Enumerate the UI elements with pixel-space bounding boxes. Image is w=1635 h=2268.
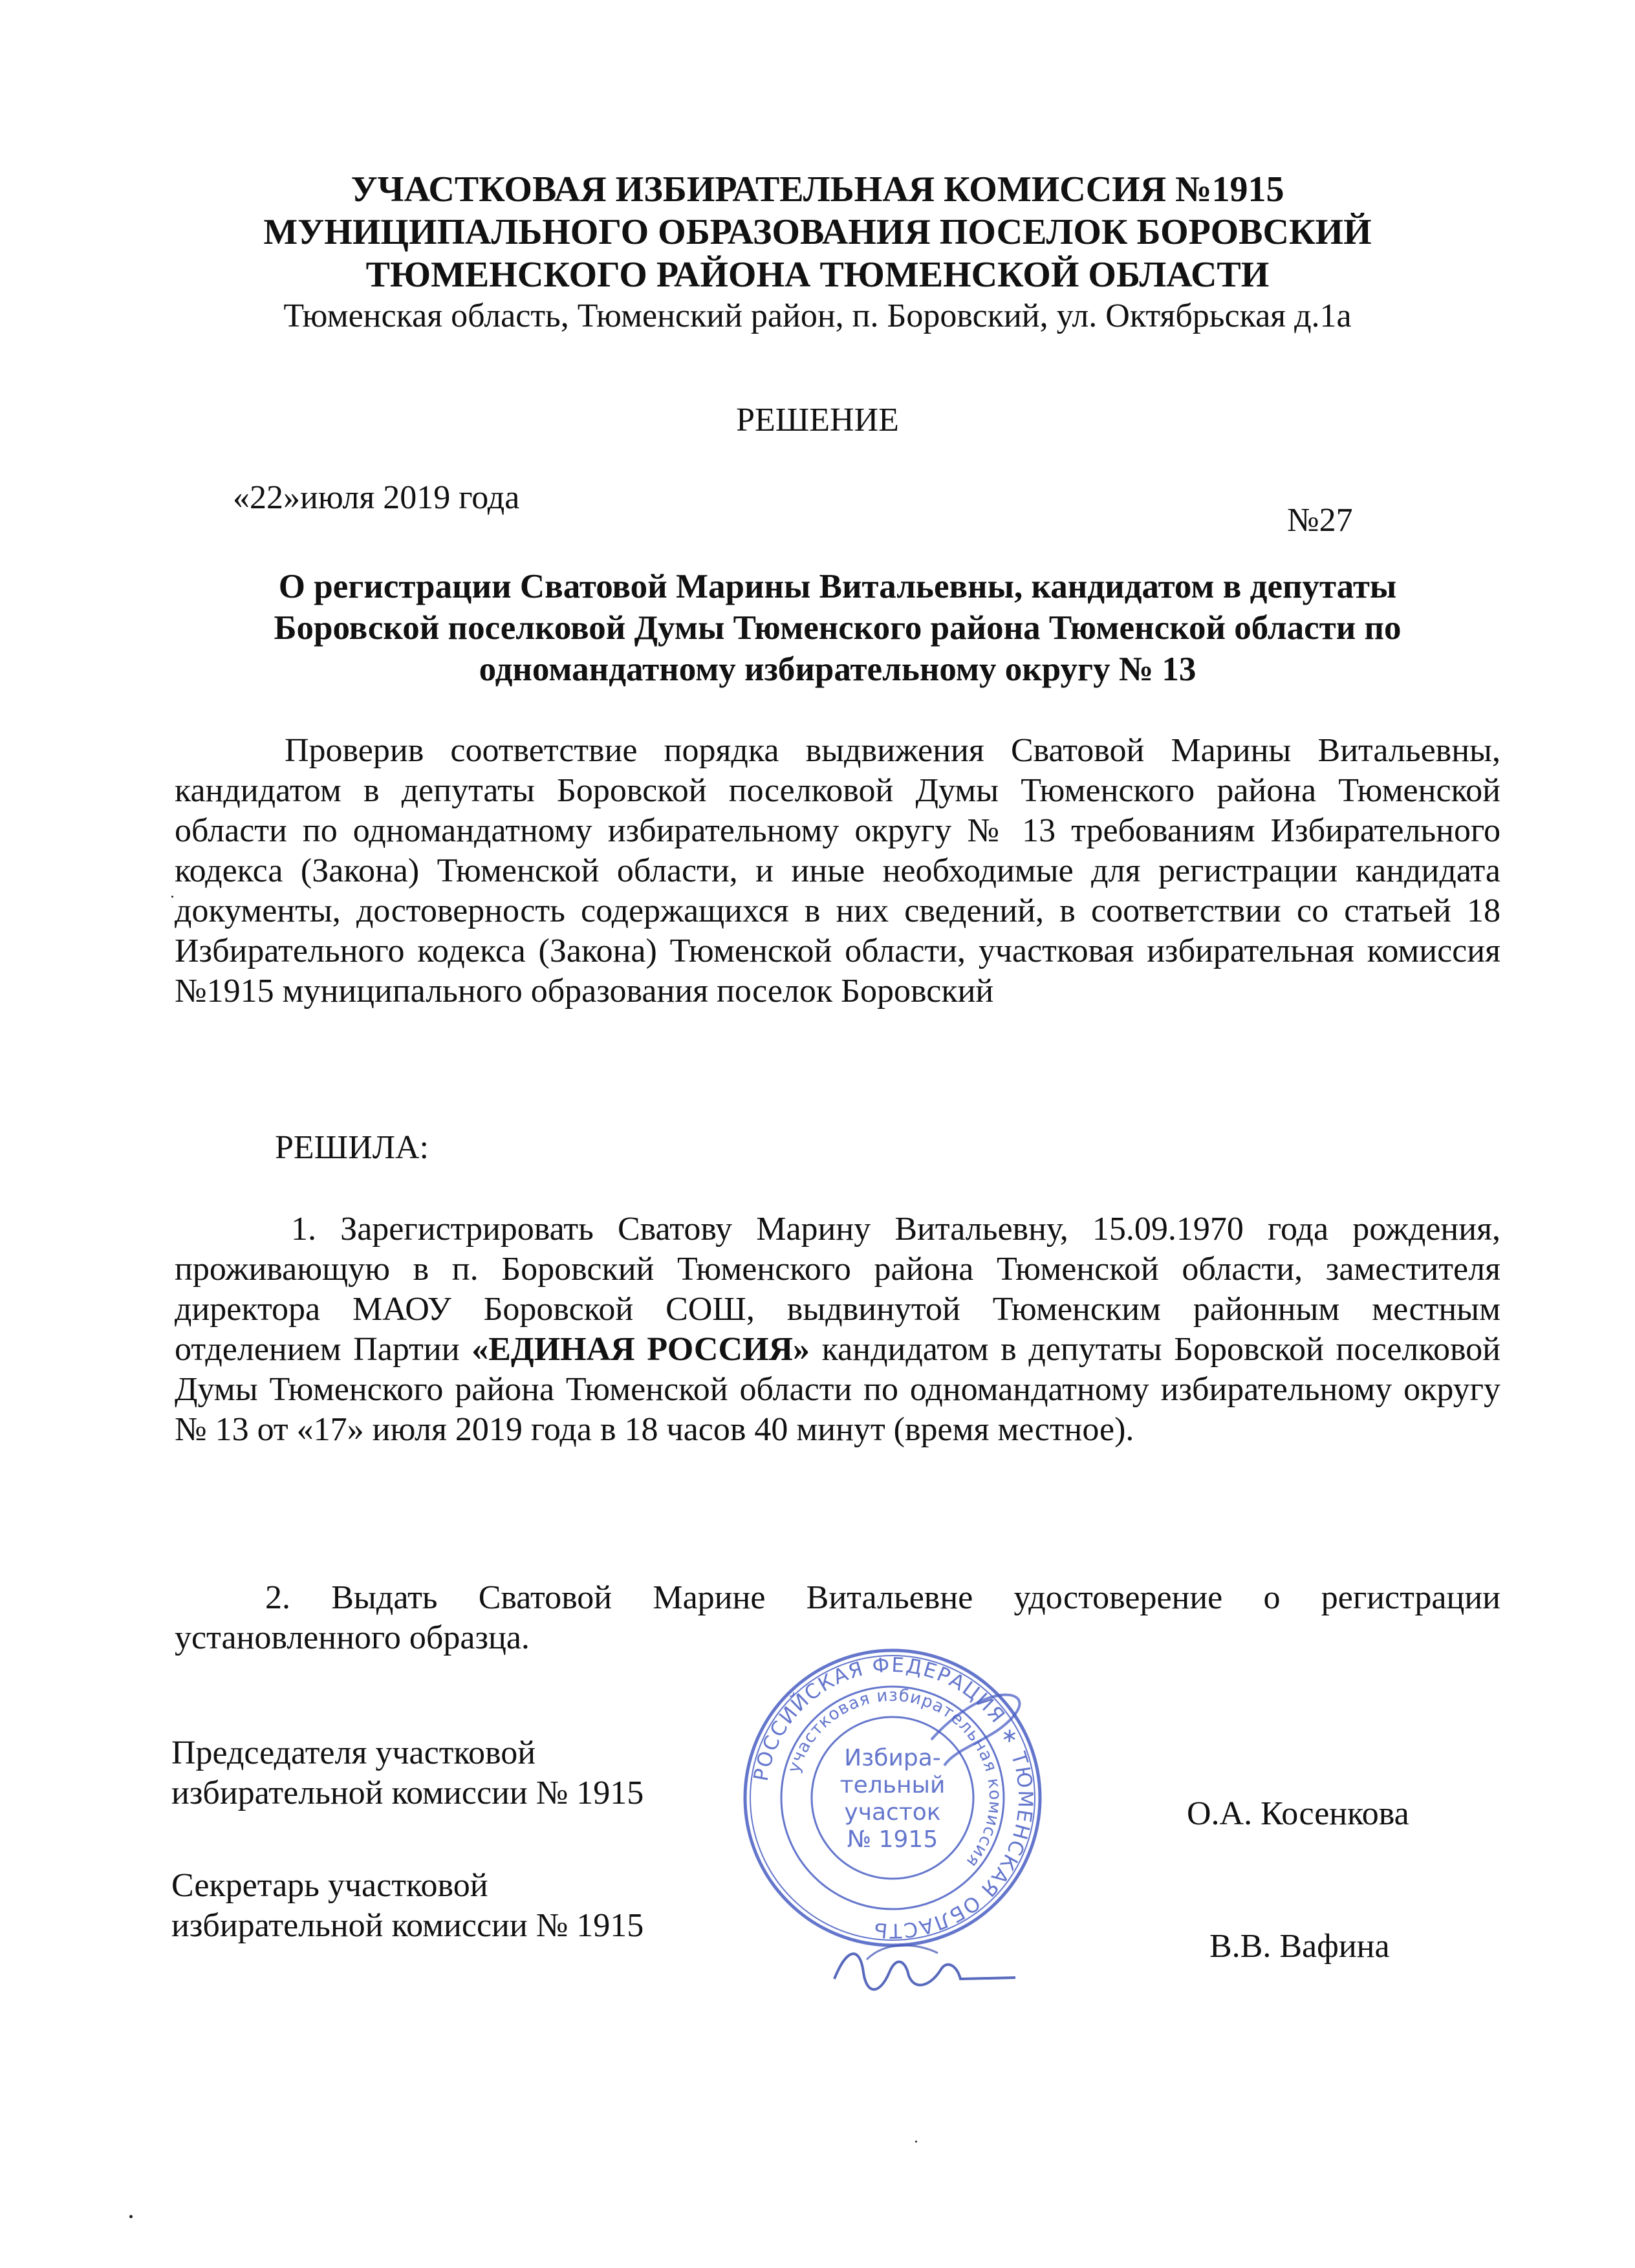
secretary-name: В.В. Вафина: [1209, 1928, 1390, 1965]
document-header: [0, 168, 1635, 336]
resolved-heading: РЕШИЛА:: [275, 1129, 429, 1166]
chair-title-line1: Председателя участковой: [171, 1734, 536, 1771]
chair-title-line2: избирательной комиссии № 1915: [171, 1775, 644, 1811]
document-subject: О регистрации Сватовой Марины Витальевны, кандидатом в депутаты Боровской поселковой Думы Тюменского района Тюменской области по одномандатному избирательному округу № 13: [274, 568, 1402, 688]
preamble-paragraph: Проверив соответствие порядка выдвижения Сватовой Марины Витальевны, кандидатом в депутаты Боровской поселковой Думы Тюменского района Тюменской области по одномандатному избирательному округу № 13 требованиям Избирательного кодекса (Закона) Тюменской области, и иные необходимые для регистрации кандидата документы, достоверность содержащихся в них сведений, в соответствии со статьей 18 Избирательного кодекса (Закона) Тюменской области, участковая избирательная комиссия №1915 муниципального образования поселок Боровский: [175, 732, 1500, 1010]
seal-inner-ring-text: участковая избирательная комиссия: [784, 1685, 1005, 1872]
secretary-title: [171, 1866, 644, 1946]
scan-speck: [171, 896, 173, 898]
commission-name-line2: МУНИЦИПАЛЬНОГО ОБРАЗОВАНИЯ ПОСЕЛОК БОРОВСКИЙ: [263, 212, 1372, 252]
resolution-item-2: 2. Выдать Сватовой Марине Витальевне удостоверение о регистрации установленного образца.: [175, 1579, 1500, 1656]
secretary-title-line1: Секретарь участковой: [171, 1867, 488, 1904]
document-type: РЕШЕНИЕ: [736, 402, 899, 438]
scan-speck: [129, 2215, 133, 2218]
commission-address: Тюменская область, Тюменский район, п. Боровский, ул. Октябрьская д.1а: [283, 297, 1352, 334]
secretary-signature: [828, 1934, 1022, 2005]
seal-center-line4: № 1915: [847, 1826, 938, 1853]
commission-name-line1: УЧАСТКОВАЯ ИЗБИРАТЕЛЬНАЯ КОМИССИЯ №1915: [351, 169, 1284, 210]
commission-seal: [737, 1643, 1048, 1953]
document-date: «22»июля 2019 года: [233, 479, 520, 516]
seal-center-line1: Избира-: [844, 1745, 941, 1771]
seal-center-line3: участок: [844, 1799, 941, 1826]
seal-center-line2: тельный: [839, 1772, 946, 1798]
party-name: «ЕДИНАЯ РОССИЯ»: [471, 1331, 810, 1368]
scan-speck: [915, 2141, 917, 2143]
chair-name: О.А. Косенкова: [1187, 1795, 1409, 1832]
resolution-item-1: [175, 1209, 1500, 1450]
item1-text-after: кандидатом в депутаты Боровской поселковой Думы Тюменского района Тюменской области по одномандатному избирательному округу № 13 от «17» июля 2019 года в 18 часов 40 минут (время местное).: [175, 1331, 1500, 1448]
commission-name-line3: ТЮМЕНСКОГО РАЙОНА ТЮМЕНСКОЙ ОБЛАСТИ: [365, 255, 1270, 295]
secretary-title-line2: избирательной комиссии № 1915: [171, 1907, 644, 1944]
item1-text-before: 1. Зарегистрировать Сватову Марину Витальевну, 15.09.1970 года рождения, проживающую в п. Боровский Тюменского района Тюменской области, заместителя директора МАОУ Боровской СОШ, выдвинутой Тюменским районным местным отделением Партии: [175, 1211, 1500, 1368]
document-number: №27: [1287, 502, 1353, 539]
seal-outer-text: РОССИЙСКАЯ ФЕДЕРАЦИЯ ∗ ТЮМЕНСКАЯ ОБЛАСТЬ: [749, 1653, 1037, 1943]
chair-title: [171, 1733, 644, 1813]
